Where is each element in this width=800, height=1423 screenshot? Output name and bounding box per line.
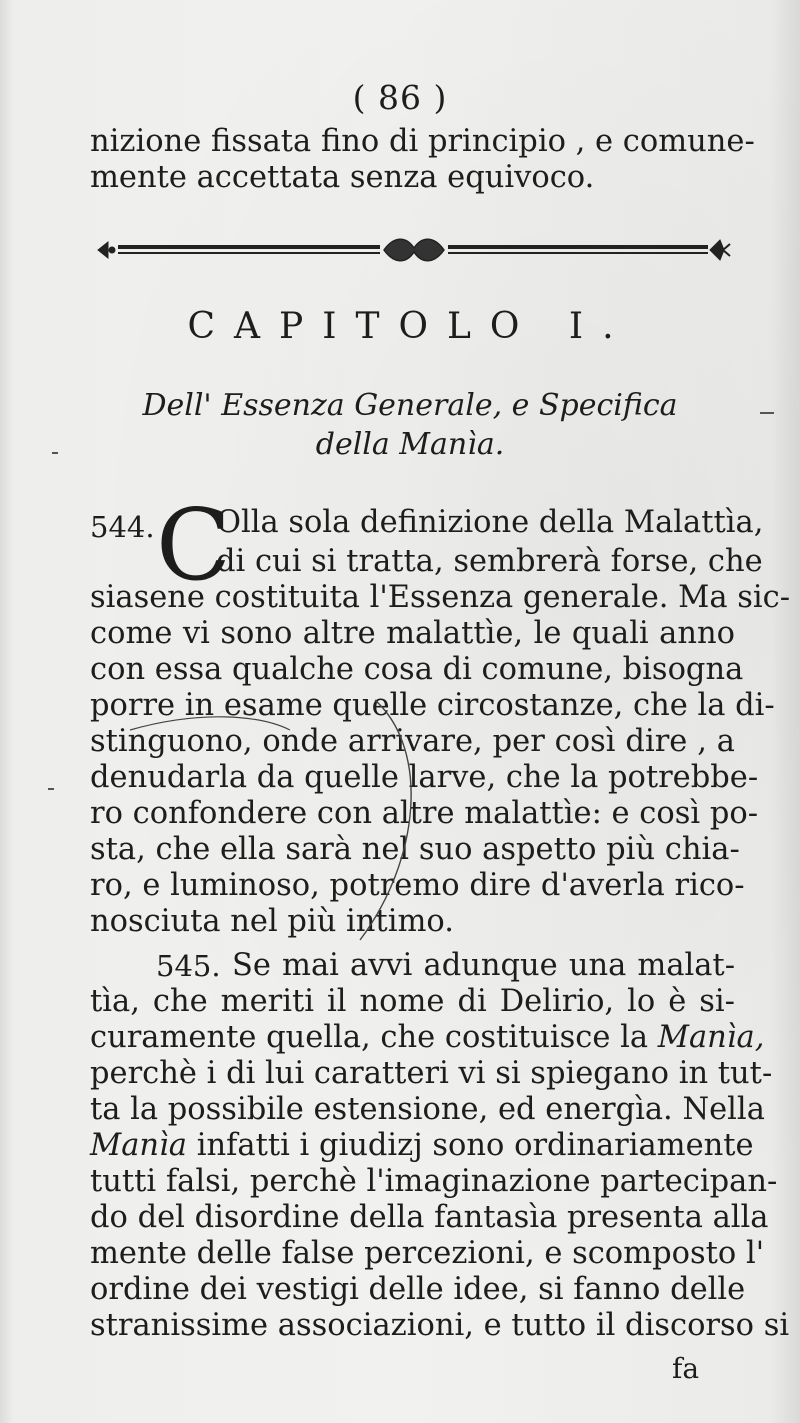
text-line: ro confondere con altre malattìe: e così po- (90, 796, 759, 831)
text-line: porre in esame quelle circostanze, che la di- (90, 688, 775, 723)
text-line: perchè i di lui caratteri vi si spiegano in tut- (90, 1056, 773, 1091)
text-line: sta, che ella sarà nel suo aspetto più chia- (90, 832, 740, 867)
text-line: ro, e luminoso, potremo dire d'averla rico- (90, 868, 745, 903)
page-number: ( 86 ) (352, 78, 448, 117)
text-line: denudarla da quelle larve, che la potrebbe- (90, 760, 759, 795)
text-line: di cui si tratta, sembrerà forse, che (216, 544, 763, 579)
catchword: fa (672, 1352, 700, 1385)
text-line: mente delle false percezioni, e scomposto l' (90, 1236, 765, 1271)
text-line: tìa, che meriti il nome di Delirio, lo è si- (90, 984, 735, 1019)
text-line: nizione fissata fino di principio , e comune- (90, 124, 755, 159)
text-line: Olla sola definizione della Malattìa, (216, 505, 764, 540)
text-line: siasene costituita l'Essenza generale. Ma sic- (90, 580, 791, 615)
text-line: Se mai avvi adunque una malat- (232, 948, 735, 983)
margin-tick (760, 412, 774, 414)
text-line: curamente quella, che costituisce la Manìa, (90, 1020, 765, 1055)
margin-tick (52, 452, 58, 454)
chapter-subtitle: della Manìa. (315, 427, 505, 462)
text-line: Manìa infatti i giudizj sono ordinariamente (90, 1128, 754, 1163)
paragraph-number: 545. (156, 949, 221, 983)
ornament-rule-icon (94, 232, 734, 268)
paragraph-number: 544. (90, 510, 155, 544)
drop-capital: C (156, 489, 231, 603)
text-line: con essa qualche cosa di comune, bisogna (90, 652, 744, 687)
text-line: ordine dei vestigi delle idee, si fanno delle (90, 1272, 746, 1307)
text-line: do del disordine della fantasìa presenta alla (90, 1200, 769, 1235)
chapter-heading: CAPITOLO I. (187, 306, 633, 347)
text-line: ta la possibile estensione, ed energìa. Nella (90, 1092, 765, 1127)
text-line: nosciuta nel più intimo. (90, 904, 454, 939)
chapter-subtitle: Dell' Essenza Generale, e Specifica (142, 388, 678, 423)
text-line: stranissime associazioni, e tutto il discorso si (90, 1308, 790, 1343)
text-line: mente accettata senza equivoco. (90, 160, 595, 195)
text-line: stinguono, onde arrivare, per così dire , a (90, 724, 735, 759)
margin-tick (48, 788, 54, 790)
text-line: come vi sono altre malattìe, le quali anno (90, 616, 735, 651)
text-line: tutti falsi, perchè l'imaginazione partecipan- (90, 1164, 778, 1199)
